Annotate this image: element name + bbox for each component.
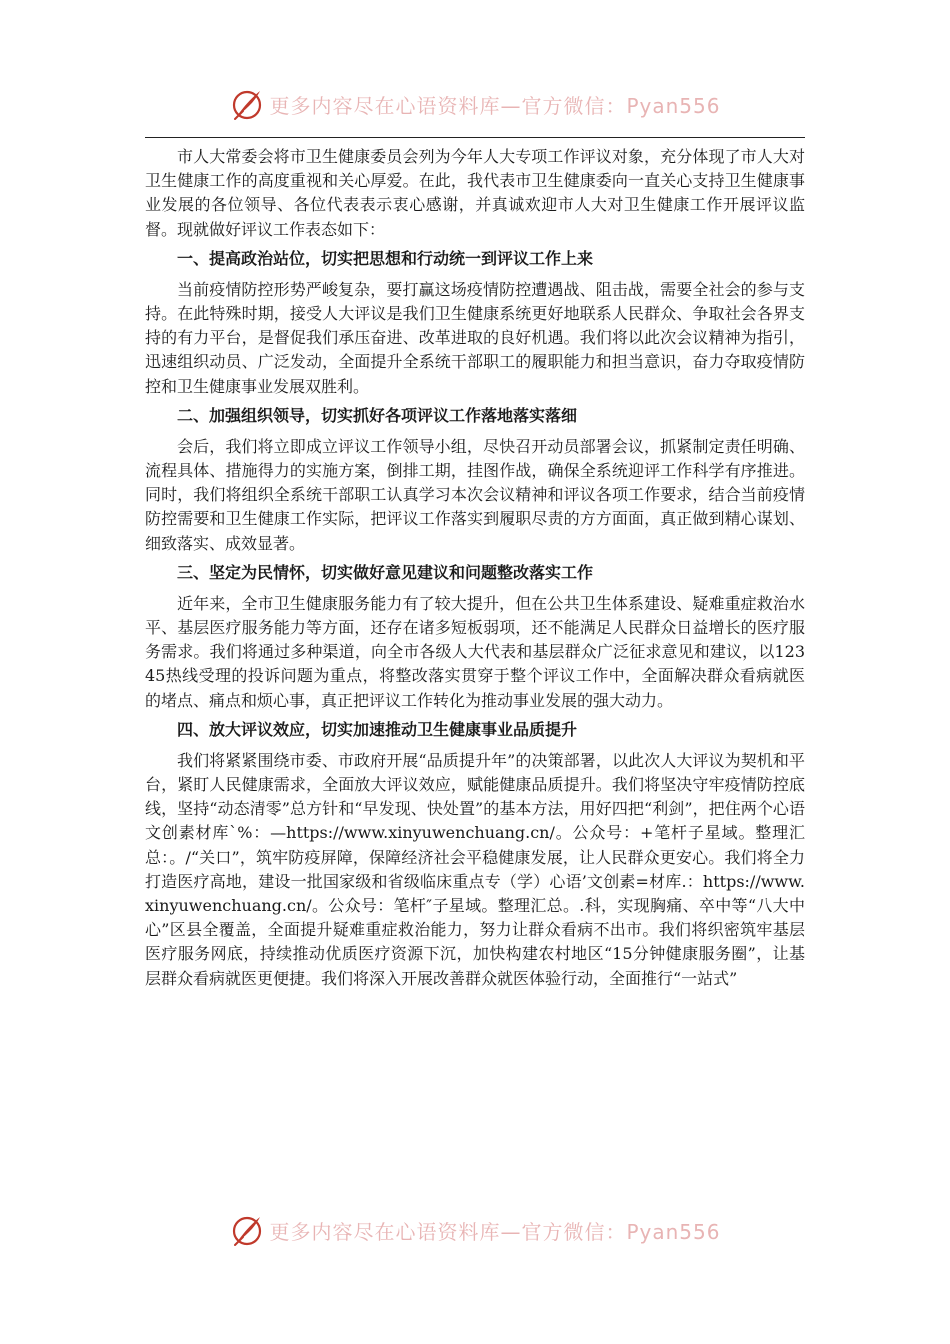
document-body — [145, 145, 805, 991]
section-heading-1: 一、提高政治站位，切实把思想和行动统一到评议工作上来 — [177, 248, 594, 268]
section-paragraph-3: 近年来，全市卫生健康服务能力有了较大提升，但在公共卫生体系建设、疑难重症救治水平、基层医疗服务能力等方面，还存在诸多短板弱项，还不能满足人民群众日益增长的医疗服务需求。我们将通过多种渠道，向全市各级人大代表和基层群众广泛征求意见和建议，以12345热线受理的投诉问题为重点，将整改落实贯穿于整个评议工作中，全面解决群众看病就医的堵点、痛点和烦心事，真正把评议工作转化为推动事业发展的强大动力。 — [145, 593, 805, 710]
intro-paragraph: 市人大常委会将市卫生健康委员会列为今年人大专项工作评议对象，充分体现了市人大对卫生健康工作的高度重视和关心厚爱。在此，我代表市卫生健康委向一直关心支持卫生健康事业发展的各位领导、各位代表表示衷心感谢，并真诚欢迎市人大对卫生健康工作开展评议监督。现就做好评议工作表态如下： — [145, 147, 805, 239]
section-paragraph-4: 我们将紧紧围绕市委、市政府开展“品质提升年”的决策部署，以此次人大评议为契机和平台，紧盯人民健康需求，全面放大评议效应，赋能健康品质提升。我们将坚决守牢疫情防控底线，坚持“动态清零”总方针和“早发现、快处置”的基本方法，用好四把“利剑”，把住两个心语文创素材库`%：—https://www.xinyuwenchuang.cn/。公众号：+笔杆子星域。整理汇总：。/“关口”，筑牢防疫屏障，保障经济社会平稳健康发展，让人民群众更安心。我们将全力打造医疗高地，建设一批国家级和省级临床重点专（学）心语’文创素=材库.：https://www.xinyuwenchuang.cn/。公众号：笔杆″子星域。整理汇总。.科，实现胸痛、卒中等“八大中心”区县全覆盖，全面提升疑难重症救治能力，努力让群众看病不出市。我们将织密筑牢基层医疗服务网底，持续推动优质医疗资源下沉，加快构建农村地区“15分钟健康服务圈”，让基层群众看病就医更便捷。我们将深入开展改善群众就医体验行动，全面推行“一站式” — [145, 750, 805, 988]
section-heading-3: 三、坚定为民情怀，切实做好意见建议和问题整改落实工作 — [177, 562, 594, 582]
quill-logo-icon — [229, 1212, 265, 1248]
header-watermark-text: 更多内容尽在心语资料库—官方微信：Pyan556 — [269, 93, 721, 118]
section-heading-4: 四、放大评议效应，切实加速推动卫生健康事业品质提升 — [177, 719, 578, 739]
section-paragraph-2: 会后，我们将立即成立评议工作领导小组，尽快召开动员部署会议，抓紧制定责任明确、流程具体、措施得力的实施方案，倒排工期，挂图作战，确保全系统迎评工作科学有序推进。同时，我们将组织全系统干部职工认真学习本次会议精神和评议各项工作要求，结合当前疫情防控需要和卫生健康工作实际，把评议工作落实到履职尽责的方方面面，真正做到精心谋划、细致落实、成效显著。 — [145, 436, 805, 553]
header-divider — [145, 137, 805, 138]
section-paragraph-1: 当前疫情防控形势严峻复杂，要打赢这场疫情防控遭遇战、阻击战，需要全社会的参与支持。在此特殊时期，接受人大评议是我们卫生健康系统更好地联系人民群众、争取社会各界支持的有力平台，是督促我们承压奋进、改革进取的良好机遇。我们将以此次会议精神为指引，迅速组织动员、广泛发动，全面提升全系统干部职工的履职能力和担当意识，奋力夺取疫情防控和卫生健康事业发展双胜利。 — [145, 279, 805, 396]
footer-watermark-banner — [0, 1210, 950, 1250]
footer-watermark-text: 更多内容尽在心语资料库—官方微信：Pyan556 — [269, 1219, 721, 1244]
header-watermark-banner — [0, 84, 950, 124]
section-heading-2: 二、加强组织领导，切实抓好各项评议工作落地落实落细 — [177, 405, 578, 425]
quill-logo-icon — [229, 86, 265, 122]
